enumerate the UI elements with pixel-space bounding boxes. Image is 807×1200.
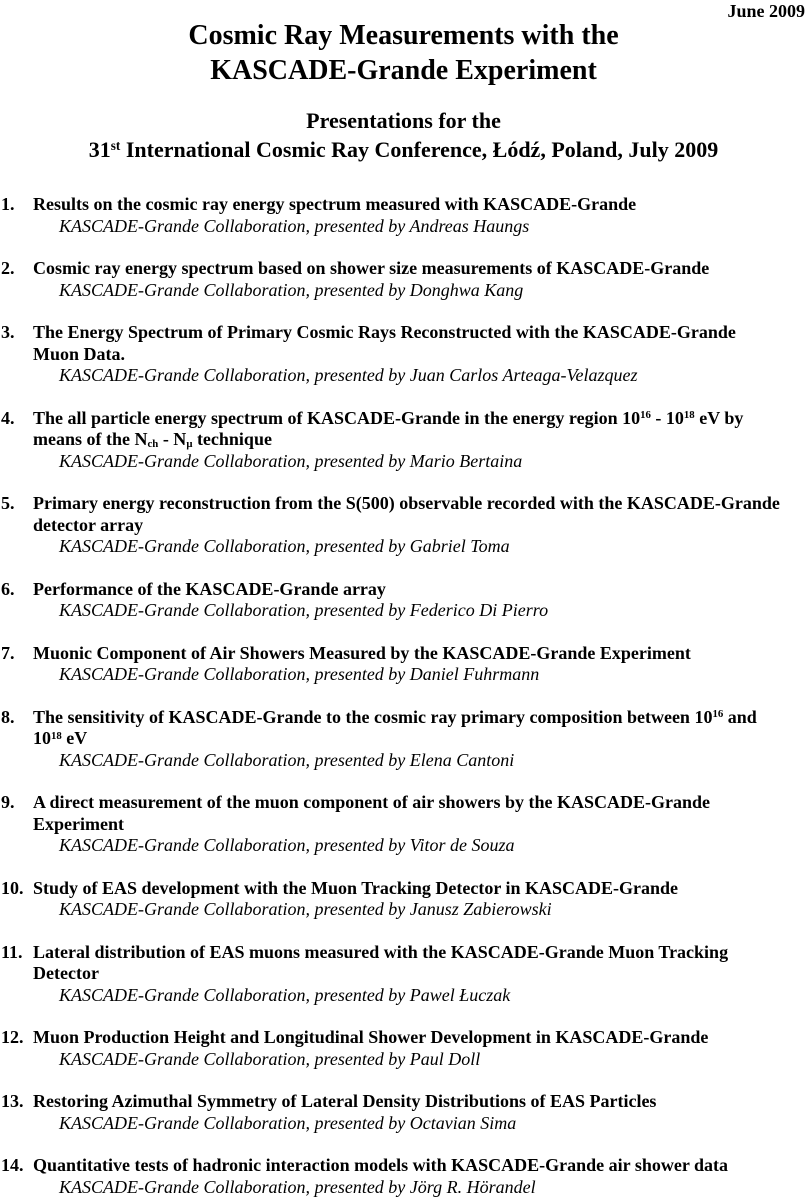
item-number: 4. (1, 407, 15, 428)
item-number: 6. (1, 578, 15, 599)
superscript: 18 (683, 409, 695, 422)
presenter-line: KASCADE-Grande Collaboration, presented by Donghwa Kang (59, 279, 524, 300)
presentation-item (0, 942, 807, 1007)
presentation-item (0, 194, 807, 237)
presenter-line: KASCADE-Grande Collaboration, presented by Mario Bertaina (59, 450, 523, 471)
item-number: 8. (1, 706, 15, 727)
presenter-line: KASCADE-Grande Collaboration, presented by Daniel Fuhrmann (59, 664, 540, 684)
presentation-item (0, 258, 807, 301)
presentation-item (0, 643, 807, 686)
presentation-title: A direct measurement of the muon component of air showers by the KASCADE-Grande Experiment (33, 792, 710, 834)
presentation-title: The Energy Spectrum of Primary Cosmic Rays Reconstructed with the KASCADE-Grande Muon Data. (33, 322, 736, 364)
presentation-item (0, 579, 807, 622)
presentation-item (0, 1155, 807, 1198)
presenter-line: KASCADE-Grande Collaboration, presented by Andreas Haungs (59, 215, 530, 236)
presentation-item (0, 878, 807, 921)
presentation-title: The all particle energy spectrum of KASCADE-Grande in the energy region $10^{16} - 10^{18}$ eV by means of the $N_{ch} - N_\mu$ technique (33, 407, 744, 451)
presenter-line: KASCADE-Grande Collaboration, presented by Vitor de Souza (59, 835, 515, 855)
presentation-title: Results on the cosmic ray energy spectrum measured with KASCADE-Grande (33, 194, 637, 214)
document-subtitle-line2: 31st International Cosmic Ray Conference, Łódź, Poland, July 2009 (88, 137, 719, 162)
presentation-item (0, 493, 807, 558)
presentation-title: Primary energy reconstruction from the S(500) observable recorded with the KASCADE-Grande detector array (33, 493, 780, 535)
document-title-line1: Cosmic Ray Measurements with the (188, 20, 619, 51)
document-subtitle (0, 106, 807, 164)
subscript: ch (147, 438, 159, 451)
item-number: 14. (1, 1155, 24, 1175)
presentation-title: Lateral distribution of EAS muons measured with the KASCADE-Grande Muon Tracking Detector (33, 941, 729, 983)
document-subtitle-line1: Presentations for the (306, 108, 501, 133)
presentation-item (0, 1091, 807, 1134)
item-number: 9. (1, 792, 15, 812)
presentation-item (0, 707, 807, 772)
presenter-line: KASCADE-Grande Collaboration, presented by Paul Doll (59, 1048, 481, 1069)
presentation-item (0, 322, 807, 387)
item-number: 11. (1, 941, 23, 962)
presentation-item (0, 1027, 807, 1070)
presenter-line: KASCADE-Grande Collaboration, presented by Pawel Łuczak (59, 984, 511, 1005)
presentation-title: Muonic Component of Air Showers Measured by the KASCADE-Grande Experiment (33, 642, 691, 663)
presenter-line: KASCADE-Grande Collaboration, presented by Jörg R. Hörandel (59, 1176, 536, 1197)
presentation-list (0, 194, 807, 1198)
superscript: st (110, 138, 121, 154)
presentation-title: The sensitivity of KASCADE-Grande to the cosmic ray primary composition between $10^{16}$ and $10^{18}$ eV (33, 706, 757, 748)
presentation-title: Study of EAS development with the Muon Tracking Detector in KASCADE-Grande (33, 877, 679, 898)
subscript: μ (186, 438, 193, 451)
superscript: 16 (640, 409, 651, 422)
item-number: 7. (1, 642, 15, 663)
presentation-title: Restoring Azimuthal Symmetry of Lateral Density Distributions of EAS Particles (33, 1091, 657, 1111)
item-number: 3. (1, 322, 15, 342)
presentation-item (0, 408, 807, 473)
presentation-title: Quantitative tests of hadronic interaction models with KASCADE-Grande air shower data (33, 1155, 728, 1175)
presentation-title: Performance of the KASCADE-Grande array (33, 578, 386, 599)
presenter-line: KASCADE-Grande Collaboration, presented by Federico Di Pierro (59, 600, 549, 620)
item-number: 10. (1, 877, 24, 898)
document-title (0, 0, 807, 88)
document-title-line2: KASCADE-Grande Experiment (210, 55, 597, 86)
presentation-title: Cosmic ray energy spectrum based on shower size measurements of KASCADE-Grande (33, 258, 710, 278)
presenter-line: KASCADE-Grande Collaboration, presented by Juan Carlos Arteaga-Velazquez (59, 365, 638, 385)
item-number: 12. (1, 1027, 24, 1047)
presenter-line: KASCADE-Grande Collaboration, presented by Janusz Zabierowski (59, 899, 552, 919)
presenter-line: KASCADE-Grande Collaboration, presented by Elena Cantoni (59, 749, 515, 770)
presentation-title: Muon Production Height and Longitudinal Shower Development in KASCADE-Grande (33, 1027, 709, 1047)
item-number: 2. (1, 258, 15, 278)
issue-date: June 2009 (727, 1, 805, 21)
presenter-line: KASCADE-Grande Collaboration, presented by Gabriel Toma (59, 536, 510, 556)
superscript: 18 (51, 729, 62, 742)
presenter-line: KASCADE-Grande Collaboration, presented by Octavian Sima (59, 1112, 517, 1133)
item-number: 5. (1, 493, 15, 513)
superscript: 16 (712, 708, 724, 721)
item-number: 1. (1, 194, 15, 214)
presentation-item (0, 792, 807, 857)
item-number: 13. (1, 1091, 24, 1111)
